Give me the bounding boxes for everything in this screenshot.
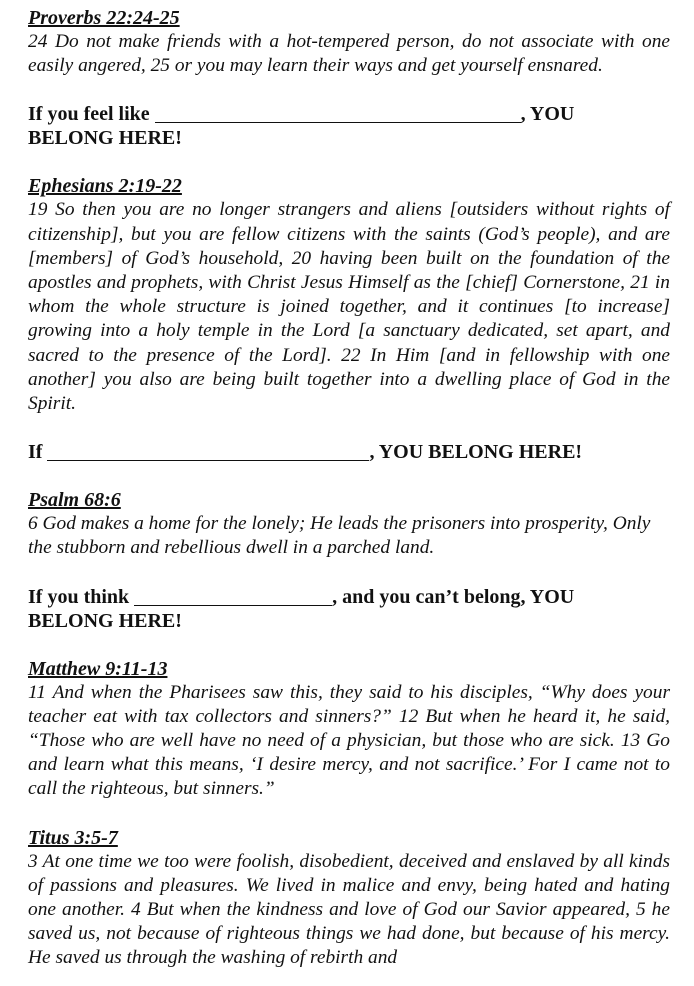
scripture-reference: Matthew 9:11-13	[28, 657, 168, 680]
scripture-text: 3 At one time we too were foolish, disobedient, deceived and enslaved by all kinds of passions and pleasures. We lived in malice and envy, being hated and hating one another. 4 But when the kindness and love of God our Savior appeared, 5 he saved us, not because of righteous things we had done, but because of his mercy. He saved us through the washing of rebirth and	[28, 850, 670, 969]
fill-in-prompt	[28, 440, 670, 464]
scripture-text: 11 And when the Pharisees saw this, they said to his disciples, “Why does your teacher eat with tax collectors and sinners?” 12 But when he heard it, he said, “Those who are well have no need of a physician, but those who are sick. 13 Go and learn what this means, ‘I desire mercy, and not sacrifice.’ For I came not to call the righteous, but sinners.”	[28, 681, 670, 800]
fill-in-prompt	[28, 102, 670, 150]
prompt-tail: , YOU BELONG HERE!	[369, 441, 583, 464]
scripture-text: 24 Do not make friends with a hot-tempered person, do not associate with one easily angered, 25 or you may learn their ways and get yourself ensnared.	[28, 31, 670, 77]
prompt-tail: , YOU	[520, 103, 575, 126]
scripture-text: 6 God makes a home for the lonely; He leads the prisoners into prosperity, Only the stubborn and rebellious dwell in a parched land.	[28, 513, 651, 559]
prompt-lead: If you think	[28, 585, 130, 608]
prompt-tail: , and you can’t belong, YOU	[332, 585, 575, 608]
answer-blank[interactable]	[155, 104, 521, 123]
prompt-lead: If	[28, 441, 43, 464]
prompt-lead: If you feel like	[28, 103, 150, 126]
scripture-reference: Proverbs 22:24-25	[28, 7, 180, 29]
prompt-closing: BELONG HERE!	[28, 127, 182, 150]
answer-blank[interactable]	[47, 442, 369, 461]
prompt-closing: BELONG HERE!	[28, 609, 182, 632]
fill-in-prompt	[28, 585, 670, 633]
scripture-reference: Titus 3:5-7	[28, 826, 118, 849]
scripture-reference: Ephesians 2:19-22	[28, 175, 182, 198]
scripture-text: 19 So then you are no longer strangers and aliens [outsiders without rights of citizenship], but you are fellow citizens with the saints (God’s people), and are [members] of God’s household, 20 having been built on the foundation of the apostles and prophets, with Christ Jesus Himself as the [chief] Cornerstone, 21 in whom the whole structure is joined together, and it continues [to increase] growing into a holy temple in the Lord [a sanctuary dedicated, set apart, and sacred to the presence of the Lord]. 22 In Him [and in fellowship with one another] you also are being built together into a dwelling place of God in the Spirit.	[28, 199, 670, 415]
answer-blank[interactable]	[134, 587, 332, 606]
worksheet-page	[28, 6, 670, 971]
scripture-reference: Psalm 68:6	[28, 489, 121, 512]
